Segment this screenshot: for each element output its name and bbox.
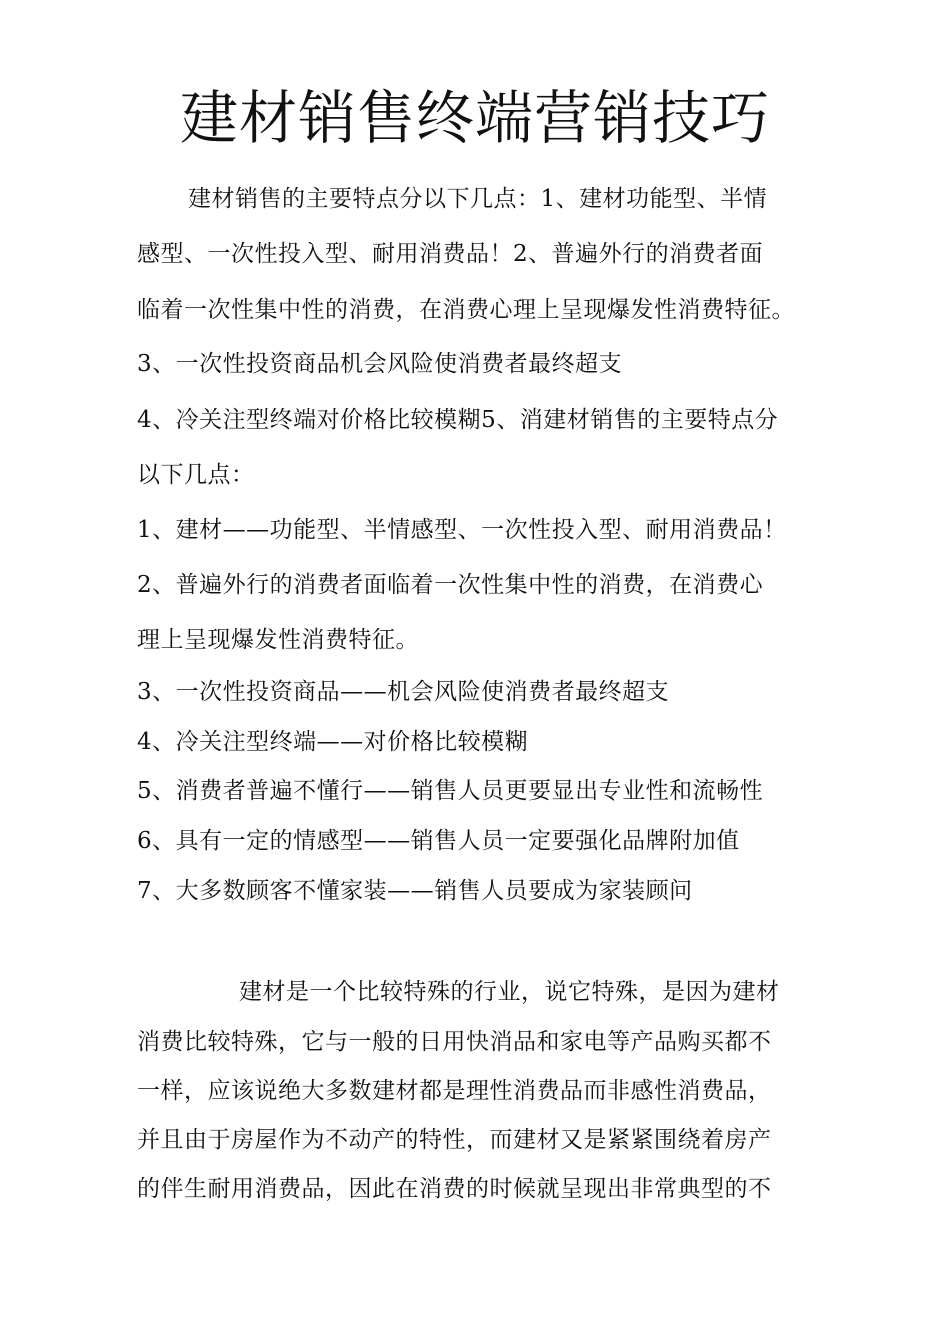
list-item: 1、建材——功能型、半情感型、一次性投入型、耐用消费品！ <box>137 517 787 543</box>
paragraph-line: 临着一次性集中性的消费，在消费心理上呈现爆发性消费特征。 <box>137 297 795 323</box>
paragraph-line: 感型、一次性投入型、耐用消费品！2、普遍外行的消费者面 <box>137 241 764 267</box>
paragraph-line: 的伴生耐用消费品，因此在消费的时候就呈现出非常典型的不 <box>137 1176 772 1202</box>
paragraph-line: 消费比较特殊，它与一般的日用快消品和家电等产品购买都不 <box>137 1029 772 1055</box>
paragraph-line: 建材销售的主要特点分以下几点：1、建材功能型、半情 <box>188 186 768 212</box>
paragraph-line: 并且由于房屋作为不动产的特性，而建材又是紧紧围绕着房产 <box>137 1127 772 1153</box>
list-item: 6、具有一定的情感型——销售人员一定要强化品牌附加值 <box>137 828 740 854</box>
list-item: 5、消费者普遍不懂行——销售人员更要显出专业性和流畅性 <box>137 778 764 804</box>
list-item: 4、冷关注型终端——对价格比较模糊 <box>137 729 529 755</box>
paragraph-line: 建材是一个比较特殊的行业，说它特殊，是因为建材 <box>239 979 780 1005</box>
list-item: 3、一次性投资商品——机会风险使消费者最终超支 <box>137 679 670 705</box>
document-title: 建材销售终端营销技巧 <box>179 84 770 152</box>
paragraph-line: 3、一次性投资商品机会风险使消费者最终超支 <box>137 351 623 377</box>
paragraph-line: 4、冷关注型终端对价格比较模糊5、消建材销售的主要特点分 <box>137 407 779 433</box>
paragraph-line: 一样，应该说绝大多数建材都是理性消费品而非感性消费品， <box>137 1078 772 1104</box>
paragraph-line: 以下几点： <box>137 462 255 488</box>
list-item: 7、大多数顾客不懂家装——销售人员要成为家装顾问 <box>137 878 693 904</box>
list-item: 2、普遍外行的消费者面临着一次性集中性的消费，在消费心 <box>137 572 764 598</box>
list-item: 理上呈现爆发性消费特征。 <box>137 627 419 653</box>
